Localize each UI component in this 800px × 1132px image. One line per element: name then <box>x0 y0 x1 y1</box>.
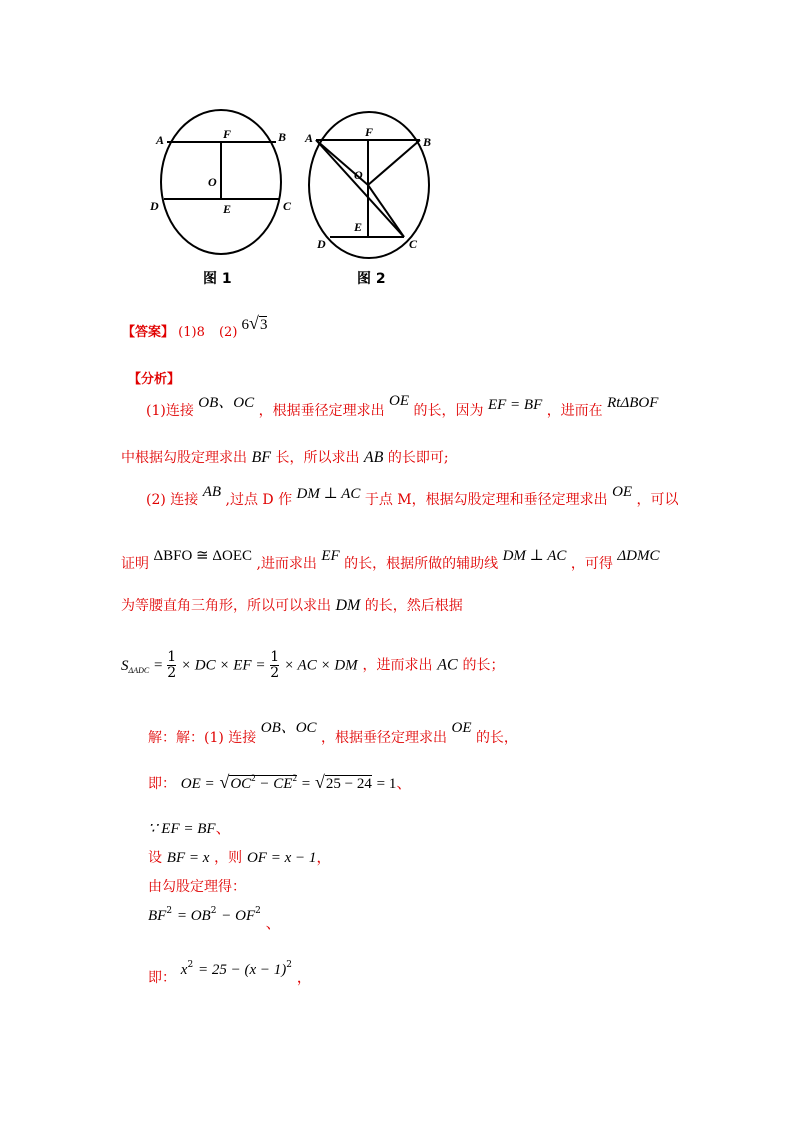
answer-tag: 【答案】 <box>122 325 175 340</box>
fig2-line-oc <box>368 185 404 237</box>
analysis-line-3: (2) 连接 AB ,过点 D 作 DM ⊥ AC 于点 M，根据勾股定理和垂径定理求出 OE ，可以 <box>146 484 679 508</box>
solution-line-2: 即： OE = $√OC^2 - CE^2 = √25 - 24 = 1$、 <box>148 772 412 792</box>
answer-part2-prefix: (2) <box>218 325 238 340</box>
solution-line-3: ∵ EF = BF、 <box>148 819 231 837</box>
answer-part1: (1)8 <box>178 325 205 340</box>
analysis-tag: 【分析】 <box>128 372 181 387</box>
fig1-label-c: C <box>283 199 292 213</box>
answer-part2-value: 6√3 <box>241 313 268 333</box>
fig2-label-e: E <box>354 220 363 234</box>
fig2-caption: 图 2 <box>357 271 386 287</box>
fig1-label-d: D <box>150 199 159 213</box>
fig1-label-e: E <box>223 202 232 216</box>
solution-line-4: 设 BF = x ，则 OF = x − 1， <box>148 848 332 866</box>
solution-line-7: 即： $x^2 = 25 - (x - 1)^2$ ， <box>148 960 312 986</box>
solution-line-6: $BF^2 = OB^2 - OF^2$ 、 <box>148 906 281 932</box>
fig1-label-f: F <box>223 127 232 141</box>
fig2-label-o: O <box>354 168 363 182</box>
fig2-line-ob <box>368 140 420 185</box>
solution-line-5: 由勾股定理得： <box>148 879 246 895</box>
analysis-line-6: $S_{\Delta ADC}$ = $\frac{1}{2}$ × DC × EF = $\frac{1}{2}$ × AC × DM ，进而求出 AC 的长； <box>121 649 505 681</box>
fig2-label-a: A <box>305 131 314 145</box>
answer-line <box>122 313 268 341</box>
fig2-label-d: D <box>317 237 326 251</box>
fig1-label-b: B <box>278 130 287 144</box>
analysis-line-2: 中根据勾股定理求出 BF 长，所以求出 AB 的长即可; <box>121 449 449 466</box>
fig1-label-o: O <box>208 175 217 189</box>
analysis-line-1: (1)连接 OB、OC ，根据垂径定理求出 OE 的长，因为 EF = BF ，进而在 RtΔBOF <box>146 393 659 419</box>
fig1-label-a: A <box>156 133 165 147</box>
fig1-caption: 图 1 <box>203 271 232 287</box>
fig2-label-b: B <box>423 135 432 149</box>
fig2-label-c: C <box>409 237 418 251</box>
solution-line-1: 解：解：(1) 连接 OB、OC ，根据垂径定理求出 OE 的长， <box>148 720 518 746</box>
analysis-line-5: 为等腰直角三角形，所以可以求出 DM 的长，然后根据 <box>121 597 463 614</box>
fig2-label-f: F <box>365 125 374 139</box>
analysis-line-4: 证明 ΔBFO ≅ ΔOEC ,进而求出 EF 的长，根据所做的辅助线 DM ⊥ AC ，可得 ΔDMC <box>121 548 660 572</box>
geometry-figures <box>0 0 800 300</box>
figure-1 <box>161 110 281 254</box>
